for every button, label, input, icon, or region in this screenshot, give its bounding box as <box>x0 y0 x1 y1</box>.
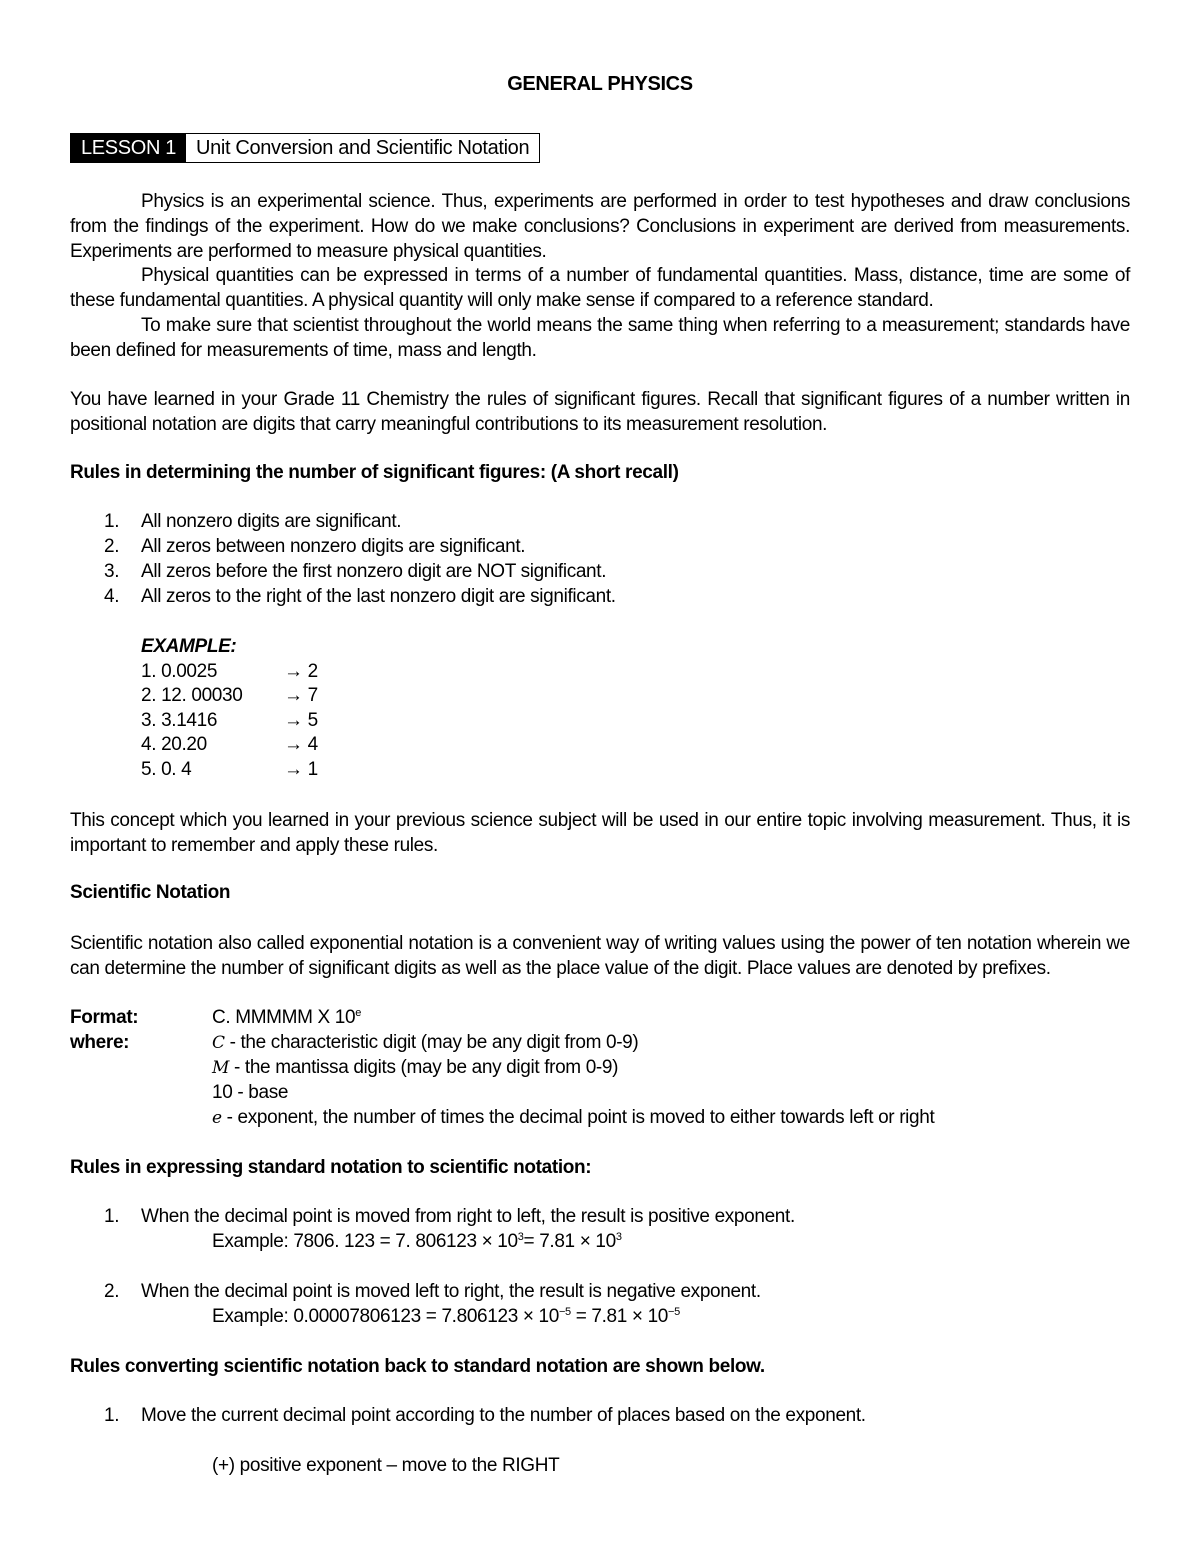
lesson-label: LESSON 1 <box>71 134 186 162</box>
rule-number: 3. <box>104 561 120 582</box>
format-label: Format: <box>70 1007 139 1028</box>
definition-symbol: M <box>212 1058 230 1078</box>
sigfig-closing-paragraph: This concept which you learned in your previous science subject will be used in our entire topic involving measurement. Thus, it is important to remember and apply these rules. <box>70 810 1130 856</box>
rule-number: 1. <box>104 511 120 532</box>
example-exponent: 3 <box>615 1231 622 1243</box>
rule-text: All nonzero digits are significant. <box>141 511 402 532</box>
example-result: → 7 <box>284 685 318 706</box>
rule-text: Move the current decimal point according to the number of places based on the exponent. <box>141 1405 866 1426</box>
example-part: Example: 0.00007806123 = 7.806123 × 10 <box>212 1306 559 1327</box>
example-part: = 7.81 × 10 <box>523 1231 616 1252</box>
example-value: 2. 12. 00030 <box>141 685 243 706</box>
sigfig-heading: Rules in determining the number of significant figures: (A short recall) <box>70 462 679 483</box>
rule-text: When the decimal point is moved left to right, the result is negative exponent. <box>141 1281 761 1302</box>
to-sci-heading: Rules in expressing standard notation to scientific notation: <box>70 1157 592 1178</box>
rule-example <box>212 1231 622 1253</box>
definition-characteristic <box>212 1032 638 1054</box>
definition-exponent <box>212 1107 934 1129</box>
intro-paragraph-4: You have learned in your Grade 11 Chemistry the rules of significant figures. Recall that significant figures of a number written in positional notation are digits that carry meaningful contributions to its measurement resolution. <box>70 389 1130 435</box>
example-value: 4. 20.20 <box>141 734 207 755</box>
rule-number: 4. <box>104 586 120 607</box>
definition-text: - the mantissa digits (may be any digit from 0-9) <box>229 1057 619 1078</box>
rule-number: 2. <box>104 536 120 557</box>
example-result: → 4 <box>284 734 318 755</box>
example-exponent: −5 <box>558 1306 571 1318</box>
lesson-header <box>70 133 540 163</box>
definition-base <box>212 1082 288 1104</box>
scinot-heading: Scientific Notation <box>70 882 231 903</box>
rule-text: When the decimal point is moved from right to left, the result is positive exponent. <box>141 1206 795 1227</box>
format-expression <box>212 1007 361 1029</box>
definition-text: 10 - base <box>212 1082 289 1103</box>
example-label: EXAMPLE: <box>141 636 237 657</box>
example-part: Example: 7806. 123 = 7. 806123 × 10 <box>212 1231 518 1252</box>
intro-paragraph-1: Physics is an experimental science. Thus, experiments are performed in order to test hypotheses and draw conclusions from the findings of the experiment. How do we make conclusions? Conclusions in experiment are derived from measurements. Experiments are performed to measure physical quantities. <box>70 191 1130 262</box>
example-value: 5. 0. 4 <box>141 759 192 780</box>
definition-text: - exponent, the number of times the decimal point is moved to either towards left or right <box>221 1107 935 1128</box>
rule-text: All zeros between nonzero digits are significant. <box>141 536 526 557</box>
example-result: → 2 <box>284 661 318 682</box>
example-result: → 1 <box>284 759 318 780</box>
example-result: → 5 <box>284 710 318 731</box>
definition-symbol: e <box>212 1108 222 1128</box>
rule-text: All zeros before the first nonzero digit are NOT significant. <box>141 561 607 582</box>
example-value: 1. 0.0025 <box>141 661 218 682</box>
definition-symbol: C <box>212 1033 225 1053</box>
positive-exponent-rule: (+) positive exponent – move to the RIGHT <box>212 1455 560 1476</box>
lesson-title: Unit Conversion and Scientific Notation <box>196 137 530 159</box>
page-title: GENERAL PHYSICS <box>507 73 693 95</box>
definition-mantissa <box>212 1057 618 1079</box>
intro-paragraph-3: To make sure that scientist throughout the world means the same thing when referring to a measurement; standards have been defined for measurements of time, mass and length. <box>70 315 1130 361</box>
where-label: where: <box>70 1032 130 1053</box>
format-exponent: e <box>355 1007 362 1019</box>
format-base: C. MMMMM X 10 <box>212 1007 356 1028</box>
example-exponent: −5 <box>668 1306 680 1318</box>
to-std-heading: Rules converting scientific notation back to standard notation are shown below. <box>70 1356 765 1377</box>
rule-number: 1. <box>104 1405 120 1426</box>
rule-number: 1. <box>104 1206 120 1227</box>
definition-text: - the characteristic digit (may be any digit from 0-9) <box>224 1032 639 1053</box>
example-exponent: 3 <box>517 1231 524 1243</box>
intro-paragraph-2: Physical quantities can be expressed in terms of a number of fundamental quantities. Mass, distance, time are some of these fundamental quantities. A physical quantity will only make sense if compared to a reference standard. <box>70 265 1130 311</box>
example-part: = 7.81 × 10 <box>570 1306 669 1327</box>
rule-text: All zeros to the right of the last nonzero digit are significant. <box>141 586 616 607</box>
scinot-description: Scientific notation also called exponential notation is a convenient way of writing values using the power of ten notation wherein we can determine the number of significant digits as well as the place value of the digit. Place values are denoted by prefixes. <box>70 933 1130 979</box>
rule-number: 2. <box>104 1281 120 1302</box>
example-value: 3. 3.1416 <box>141 710 218 731</box>
rule-example <box>212 1306 680 1328</box>
